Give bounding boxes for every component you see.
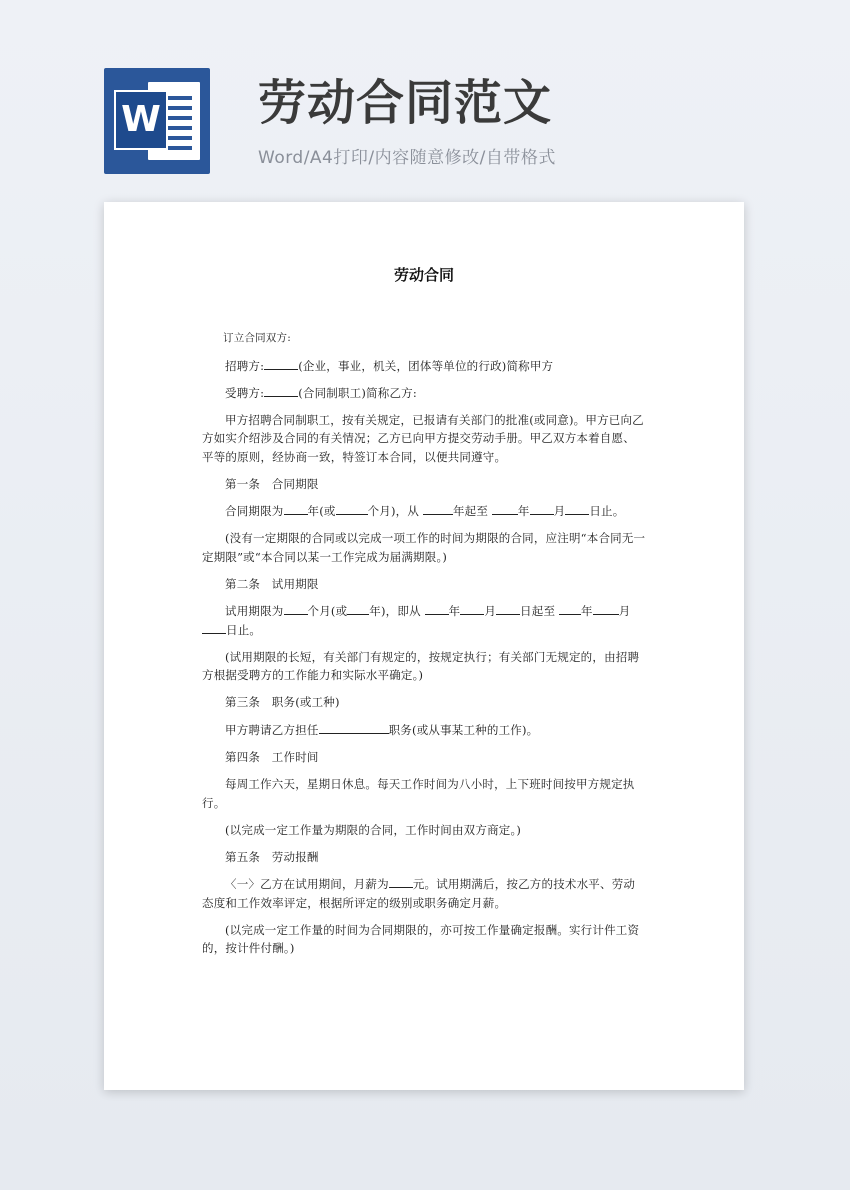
preamble-paragraph: 甲方招聘合同制职工，按有关规定，已报请有关部门的批准(或同意)。甲方已向乙方如实介绍涉及合同的有关情况；乙方已向甲方提交劳动手册。甲乙双方本着自愿、平等的原则，经协商一致，特签订本合同，以便共同遵守。 (202, 412, 644, 464)
employer-line: 招聘方: (企业，事业，机关，团体等单位的行政)简称甲方 (225, 358, 554, 373)
word-w-letter: W (114, 90, 168, 150)
blank-field[interactable] (202, 621, 226, 634)
blank-field[interactable] (347, 602, 369, 615)
blank-field[interactable] (264, 357, 298, 370)
blank-field[interactable] (284, 502, 308, 515)
article-1-note: (没有一定期限的合同或以完成一项工作的时间为期限的合同，应注明“本合同无一定期限”或“本合同以某一工作完成为届满期限。) (202, 531, 646, 564)
blank-field[interactable] (425, 602, 449, 615)
article-4-title: 第四条 工作时间 (225, 749, 319, 764)
article-2-term: 试用期限为 个月(或 年)，即从 年 月 日起至 年 月日止。 (202, 602, 646, 639)
article-5-note: (以完成一定工作量的时间为合同期限的，亦可按工作量确定报酬。实行计件工资的，按计件付酬。) (202, 922, 640, 955)
article-1-term: 合同期限为 年(或 个月)，从 年起至 年 月 日止。 (225, 504, 625, 518)
article-2-note: (试用期限的长短，有关部门有规定的，按规定执行；有关部门无规定的，由招聘方根据受聘方的工作能力和实际水平确定。) (202, 649, 640, 682)
document-page (104, 202, 744, 1090)
blank-field[interactable] (264, 384, 298, 397)
article-2-title: 第二条 试用期限 (225, 576, 319, 591)
blank-field[interactable] (460, 602, 484, 615)
blank-field[interactable] (336, 502, 368, 515)
blank-field[interactable] (530, 502, 554, 515)
blank-field[interactable] (496, 602, 520, 615)
blank-field[interactable] (389, 875, 413, 888)
banner-title: 劳动合同范文 (258, 75, 553, 131)
article-1-title: 第一条 合同期限 (225, 476, 319, 491)
employee-line: 受聘方: (合同制职工)简称乙方: (225, 385, 417, 400)
word-logo-icon (104, 68, 210, 174)
blank-field[interactable] (423, 502, 453, 515)
blank-field[interactable] (492, 502, 518, 515)
banner-subtitle: Word/A4打印/内容随意修改/自带格式 (258, 148, 556, 168)
blank-field[interactable] (565, 502, 589, 515)
banner (0, 0, 850, 200)
blank-field[interactable] (319, 721, 389, 734)
blank-field[interactable] (593, 602, 619, 615)
article-5-title: 第五条 劳动报酬 (225, 849, 319, 864)
document-title: 劳动合同 (393, 266, 454, 284)
blank-field[interactable] (284, 602, 308, 615)
article-3-text: 甲方聘请乙方担任 职务(或从事某工种的工作)。 (225, 722, 539, 737)
intro-line: 订立合同双方: (223, 332, 291, 344)
article-3-title: 第三条 职务(或工种) (225, 695, 340, 709)
article-5-text: 〈一〉乙方在试用期间，月薪为 元。试用期满后，按乙方的技术水平、劳动态度和工作效率评定，根据所评定的级别或职务确定月薪。 (202, 877, 636, 910)
blank-field[interactable] (559, 602, 581, 615)
article-4-text: 每周工作六天，星期日休息。每天工作时间为八小时，上下班时间按甲方规定执行。 (202, 777, 635, 810)
article-4-note: (以完成一定工作量为期限的合同，工作时间由双方商定。) (225, 822, 522, 837)
